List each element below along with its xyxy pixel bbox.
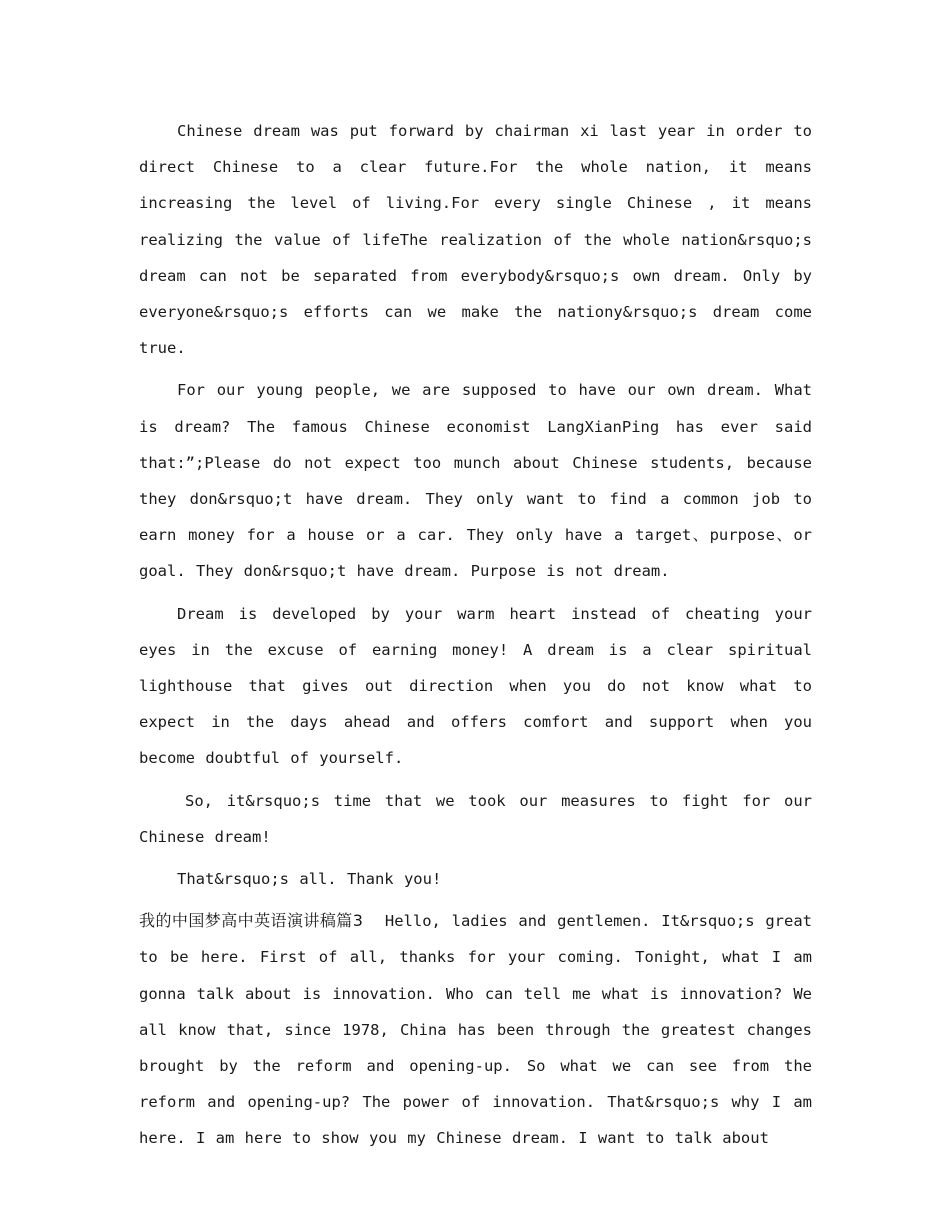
section-body: Hello, ladies and gentlemen. It&rsquo;s great to be here. First of all, thanks for your coming. Tonight, what I am gonna talk about is innovation. Who can tell me what is innovation? We all know that, since 1978, China has been through the greatest changes brought by the reform and opening-up. So what we can see from the reform and opening-up? The power of innovation. That&rsquo;s why I am here. I am here to show you my Chinese dream. I want to talk about <box>139 912 812 1148</box>
paragraph-closing: That&rsquo;s all. Thank you! <box>177 870 442 889</box>
paragraph-dream-definition: Dream is developed by your warm heart instead of cheating your eyes in the excuse of earning money! A dream is a clear spiritual lighthouse that gives out direction when you do not know what to expect in the days ahead and offers comfort and support when you become doubtful of yourself. <box>139 604 812 768</box>
paragraph-fight-for-dream: So, it&rsquo;s time that we took our measures to fight for our Chinese dream! <box>139 791 812 846</box>
section-heading: 我的中国梦高中英语演讲稿篇3 <box>139 911 363 931</box>
paragraph-young-people: For our young people, we are supposed to have our own dream. What is dream? The famous Chinese economist LangXianPing has ever said that:”;Please do not expect too munch about Chinese students, because they don&rsquo;t have dream. They only want to find a common job to earn money for a house or a car. They only have a target、purpose、or goal. They don&rsquo;t have dream. Purpose is not dream. <box>139 381 812 581</box>
section-speech-3 <box>139 903 812 1156</box>
paragraph-chinese-dream-intro: Chinese dream was put forward by chairman xi last year in order to direct Chinese to a clear future.For the whole nation, it means increasing the level of living.For every single Chinese , it means realizing the value of lifeThe realization of the whole nation&rsquo;s dream can not be separated from everybody&rsquo;s own dream. Only by everyone&rsquo;s efforts can we make the nationy&rsquo;s dream come true. <box>139 122 812 358</box>
document-page <box>139 113 812 1163</box>
